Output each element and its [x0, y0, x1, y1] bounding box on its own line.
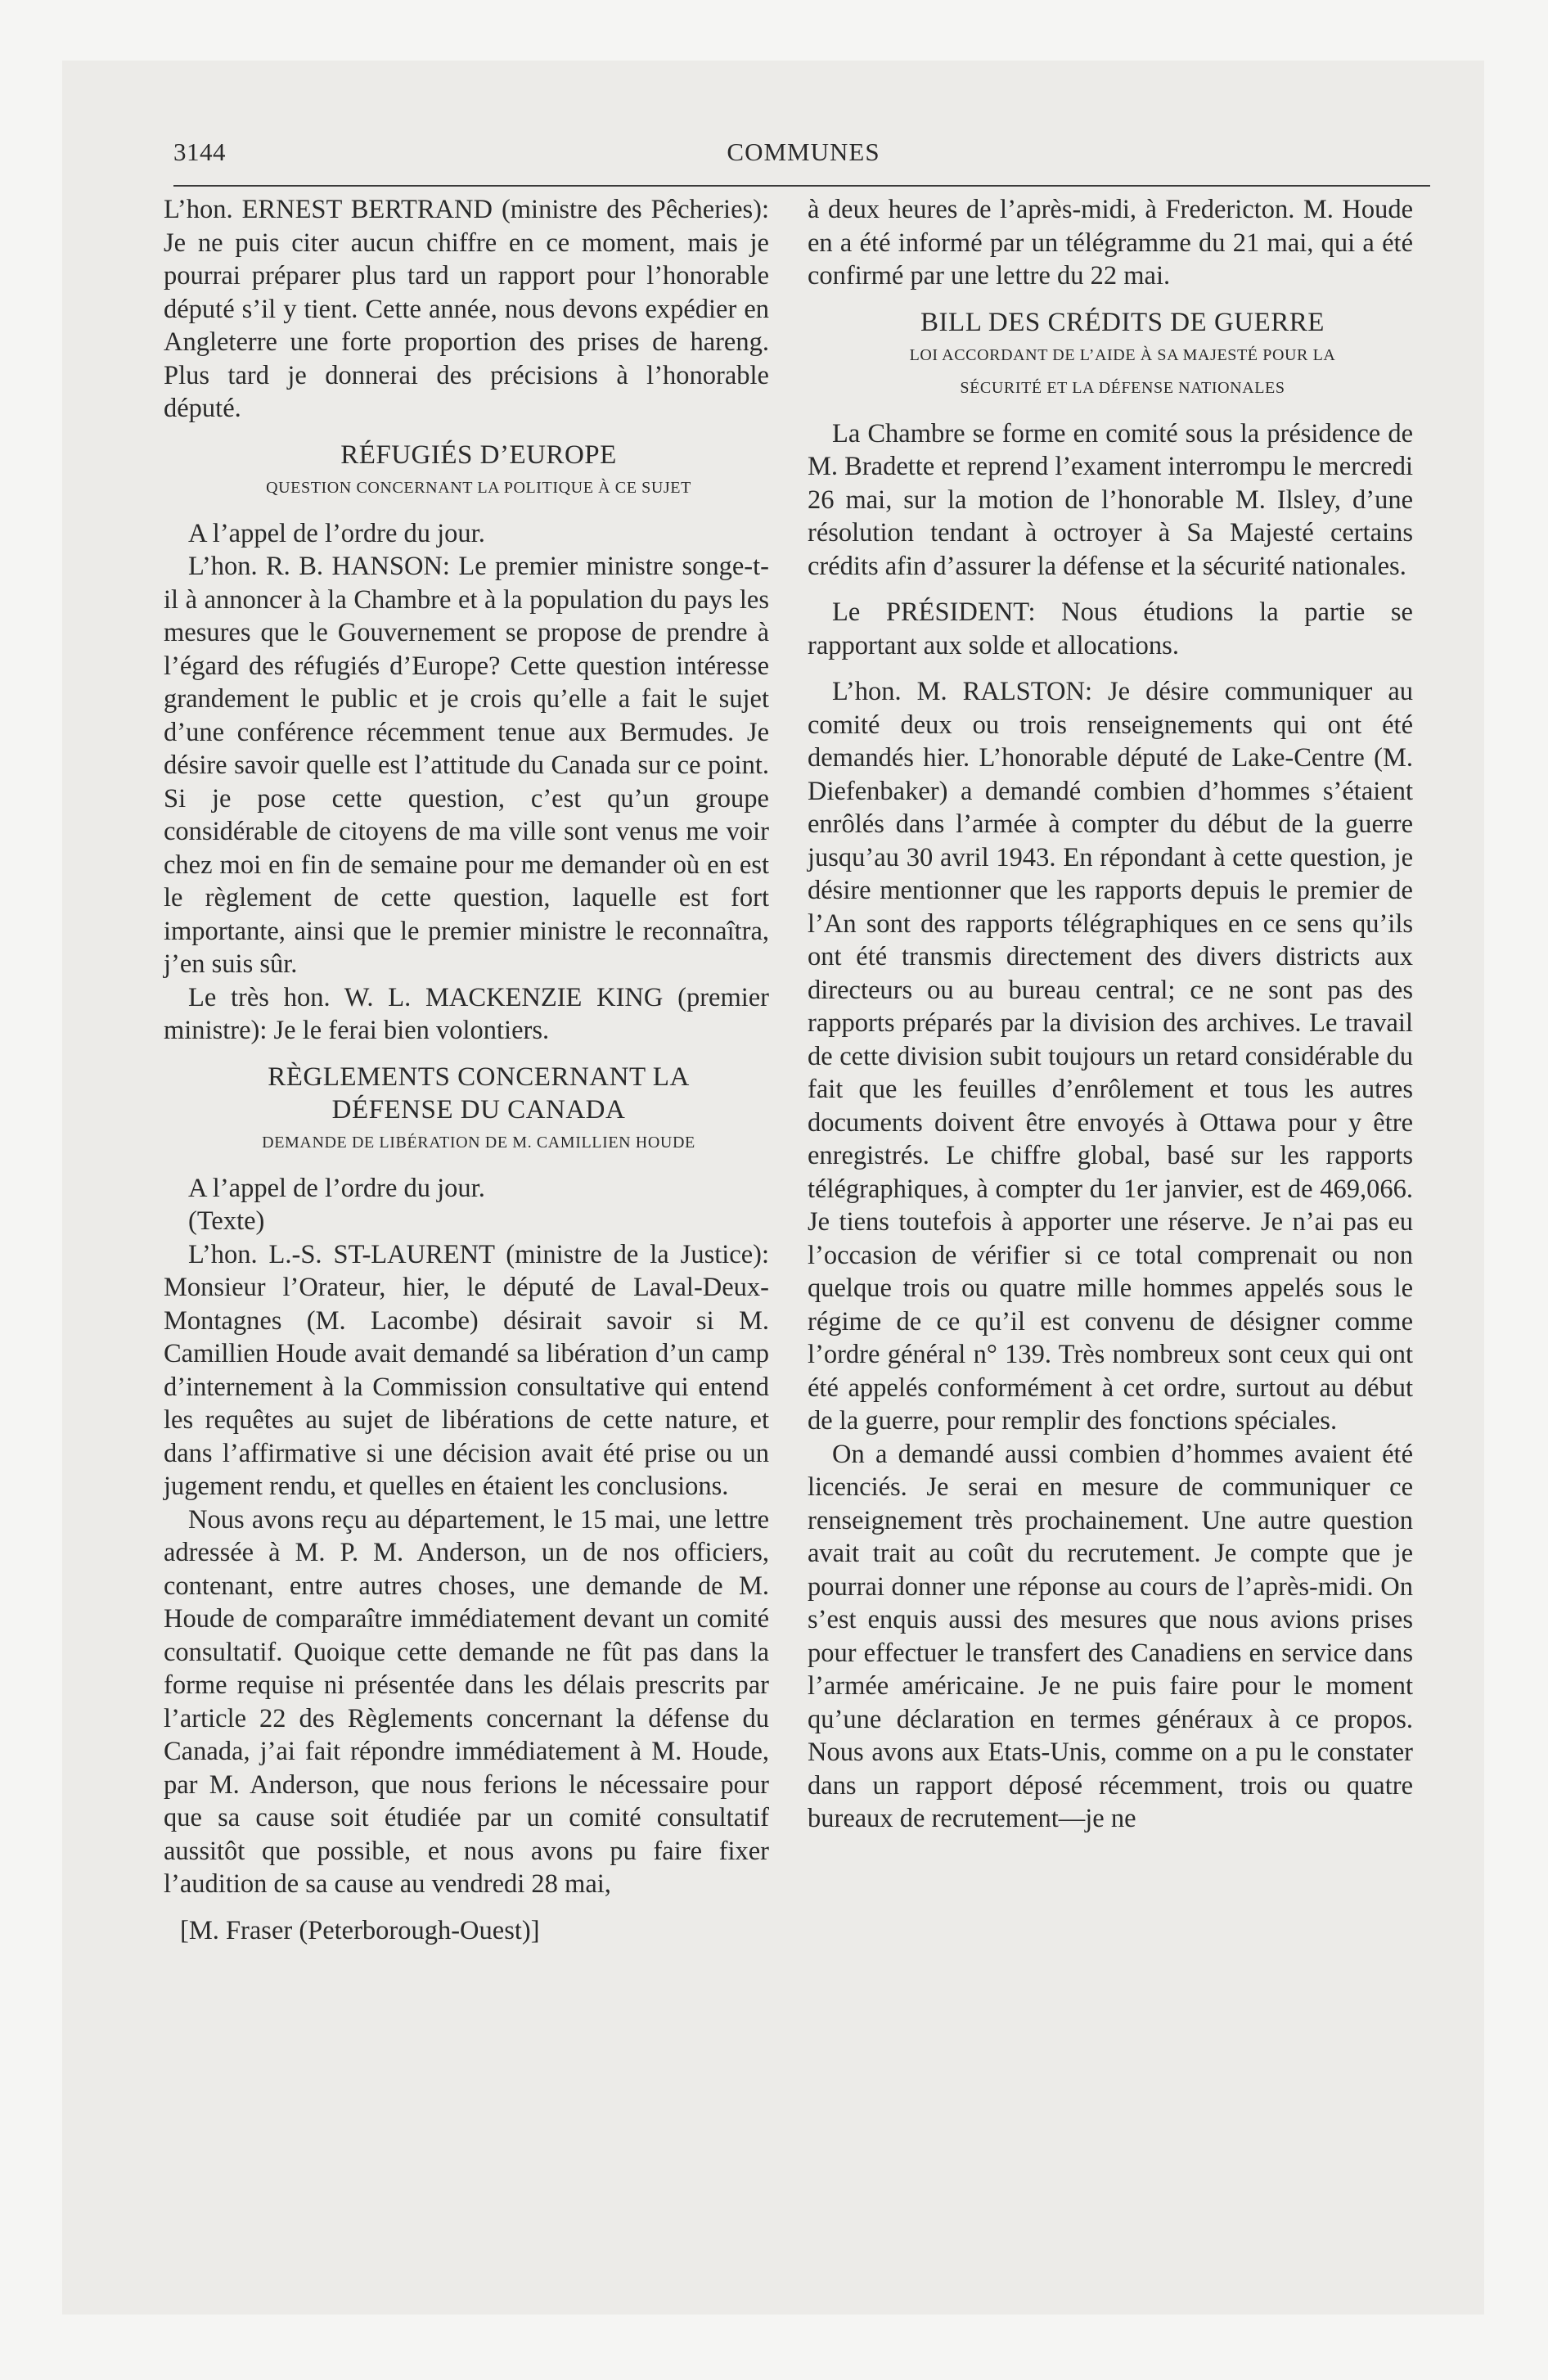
section-subheading-loi-1: LOI ACCORDANT DE L’AIDE À SA MAJESTÉ POUR LA: [909, 345, 1336, 364]
paragraph-departement: Nous avons reçu au département, le 15 mai, une lettre adressée à M. P. M. Anderson, un de nos officiers, contenant, entre autres choses, une demande de M. Houde de comparaître immédiatement devant un comité consultatif. Quoique cette demande ne fût pas dans la forme requise ni présentée dans les délais prescrits par l’article 22 des Règlements concernant la défense du Canada, j’ai fait répondre immédiatement à M. Houde, par M. Anderson, que nous ferions le nécessaire pour que sa cause soit étudiée par un comité consultatif aussitôt que possible, et nous avons pu faire fixer l’audition de sa cause au vendredi 28 mai,: [164, 1504, 769, 1899]
paragraph-fredericton: à deux heures de l’après-midi, à Fredericton. M. Houde en a été informé par un télégramme du 21 mai, qui a été confirmé par une lettre du 22 mai.: [808, 195, 1413, 291]
paragraph-appel-ordre-1: A l’appel de l’ordre du jour.: [188, 518, 485, 548]
paragraph-ralston: L’hon. M. RALSTON: Je désire communiquer au comité deux ou trois renseignements qui ont été demandés hier. L’honorable député de Lake-Centre (M. Diefenbaker) a demandé combien d’hommes s’étaient enrôlés dans l’armée à compter du début de la guerre jusqu’au 30 avril 1943. En répondant à cette question, je désire mentionner que les rapports depuis le premier de l’An sont des rapports télégraphiques en ce sens qu’ils ont été transmis directement des divers districts aux directeurs ou au bureau central; ce ne sont pas des rapports préparés par la division des archives. Le travail de cette division subit toujours un retard considérable du fait que les feuilles d’enrôlement et tous les autres documents doivent être envoyés à Ottawa pour y être enregistrés. Le chiffre global, basé sur les rapports télégraphiques, à compter du 1er janvier, est de 469,066. Je tiens toutefois à apporter une réserve. Je n’ai pas eu l’occasion de vérifier si ce total comprenait ou non quelque trois ou quatre mille hommes appelés sous le régime de ce qu’il est convenu de désigner comme l’ordre général n° 139. Très nombreux sont ceux qui ont été appelés conformément à cet ordre, surtout au début de la guerre, pour remplir des fonctions spéciales.: [808, 677, 1413, 1436]
paragraph-st-laurent: L’hon. L.-S. ST-LAURENT (ministre de la Justice): Monsieur l’Orateur, hier, le député de Laval-Deux-Montagnes (M. Lacombe) désirait savoir si M. Camillien Houde avait demandé sa libération d’un camp d’internement à la Commission consultative qui entend les requêtes au sujet de libérations de cette nature, et dans l’affirmative si une décision avait été prise ou un jugement rendu, et quelles en étaient les conclusions.: [164, 1239, 769, 1501]
paragraph-hanson: L’hon. R. B. HANSON: Le premier ministre songe-t-il à annoncer à la Chambre et à la population du pays les mesures que le Gouvernement se propose de prendre à l’égard des réfugiés d’Europe? Cette question intéresse grandement le public et je crois qu’elle a fait le sujet d’une conférence récemment tenue aux Bermudes. Je désire savoir quelle est l’attitude du Canada sur ce point. Si je pose cette question, c’est qu’un groupe considérable de citoyens de ma ville sont venus me voir chez moi en fin de semaine pour me demander où en est le règlement de cette question, laquelle est fort importante, ainsi que le premier ministre le reconnaîtra, j’en suis sûr.: [164, 552, 769, 979]
section-heading-refugies: RÉFUGIÉS D’EUROPE: [340, 439, 617, 470]
paragraph-bertrand: L’hon. ERNEST BERTRAND (ministre des Pêcheries): Je ne puis citer aucun chiffre en ce moment, mais je pourrai préparer plus tard un rapport pour l’honorable député s’il y tient. Cette année, nous devons expédier en Angleterre une forte proportion des prises de hareng. Plus tard je donnerai des précisions à l’honorable député.: [164, 195, 769, 423]
paragraph-mackenzie-king: Le très hon. W. L. MACKENZIE KING (premier ministre): Je le ferai bien volontiers.: [164, 982, 769, 1045]
section-heading-reglements-1: RÈGLEMENTS CONCERNANT LA: [268, 1062, 690, 1092]
page-number: 3144: [173, 137, 226, 166]
header-rule: [173, 185, 1430, 187]
paragraph-licencies: On a demandé aussi combien d’hommes avaient été licenciés. Je serai en mesure de communiquer ce renseignement très prochainement. Une autre question avait trait au coût du recrutement. Je compte que je pourrai donner une réponse au cours de l’après-midi. On s’est enquis aussi des mesures que nous avions prises pour effectuer le transfert des Canadiens en service dans l’armée américaine. Je ne puis faire pour le moment qu’une déclaration en termes généraux à ce propos. Nous avons aux Etats-Unis, comme on a pu le constater dans un rapport déposé récemment, trois ou quatre bureaux de recrutement—je ne: [808, 1439, 1413, 1833]
paragraph-chambre-comite: La Chambre se forme en comité sous la présidence de M. Bradette et reprend l’exament interrompu le mercredi 26 mai, sur la motion de l’honorable M. Ilsley, d’une résolution tendant à octroyer à Sa Majesté certains crédits afin d’assurer la défense et la sécurité nationales.: [808, 418, 1413, 581]
section-subheading-houde: DEMANDE DE LIBÉRATION DE M. CAMILLIEN HOUDE: [262, 1133, 695, 1152]
section-subheading-refugies: QUESTION CONCERNANT LA POLITIQUE À CE SUJET: [266, 478, 691, 497]
paragraph-texte: (Texte): [188, 1206, 265, 1236]
paragraph-appel-ordre-2: A l’appel de l’ordre du jour.: [188, 1173, 485, 1203]
running-head: [173, 137, 1433, 180]
section-heading-bill-credits: BILL DES CRÉDITS DE GUERRE: [920, 307, 1325, 337]
page-header-title: COMMUNES: [727, 137, 880, 166]
section-subheading-loi-2: SÉCURITÉ ET LA DÉFENSE NATIONALES: [960, 378, 1285, 397]
speaker-footer-reference: [M. Fraser (Peterborough-Ouest)]: [180, 1915, 540, 1945]
left-column: [164, 193, 769, 1947]
section-heading-reglements-2: DÉFENSE DU CANADA: [331, 1094, 626, 1125]
paragraph-president: Le PRÉSIDENT: Nous étudions la partie se rapportant aux solde et allocations.: [808, 597, 1413, 660]
right-column: [808, 193, 1413, 1836]
